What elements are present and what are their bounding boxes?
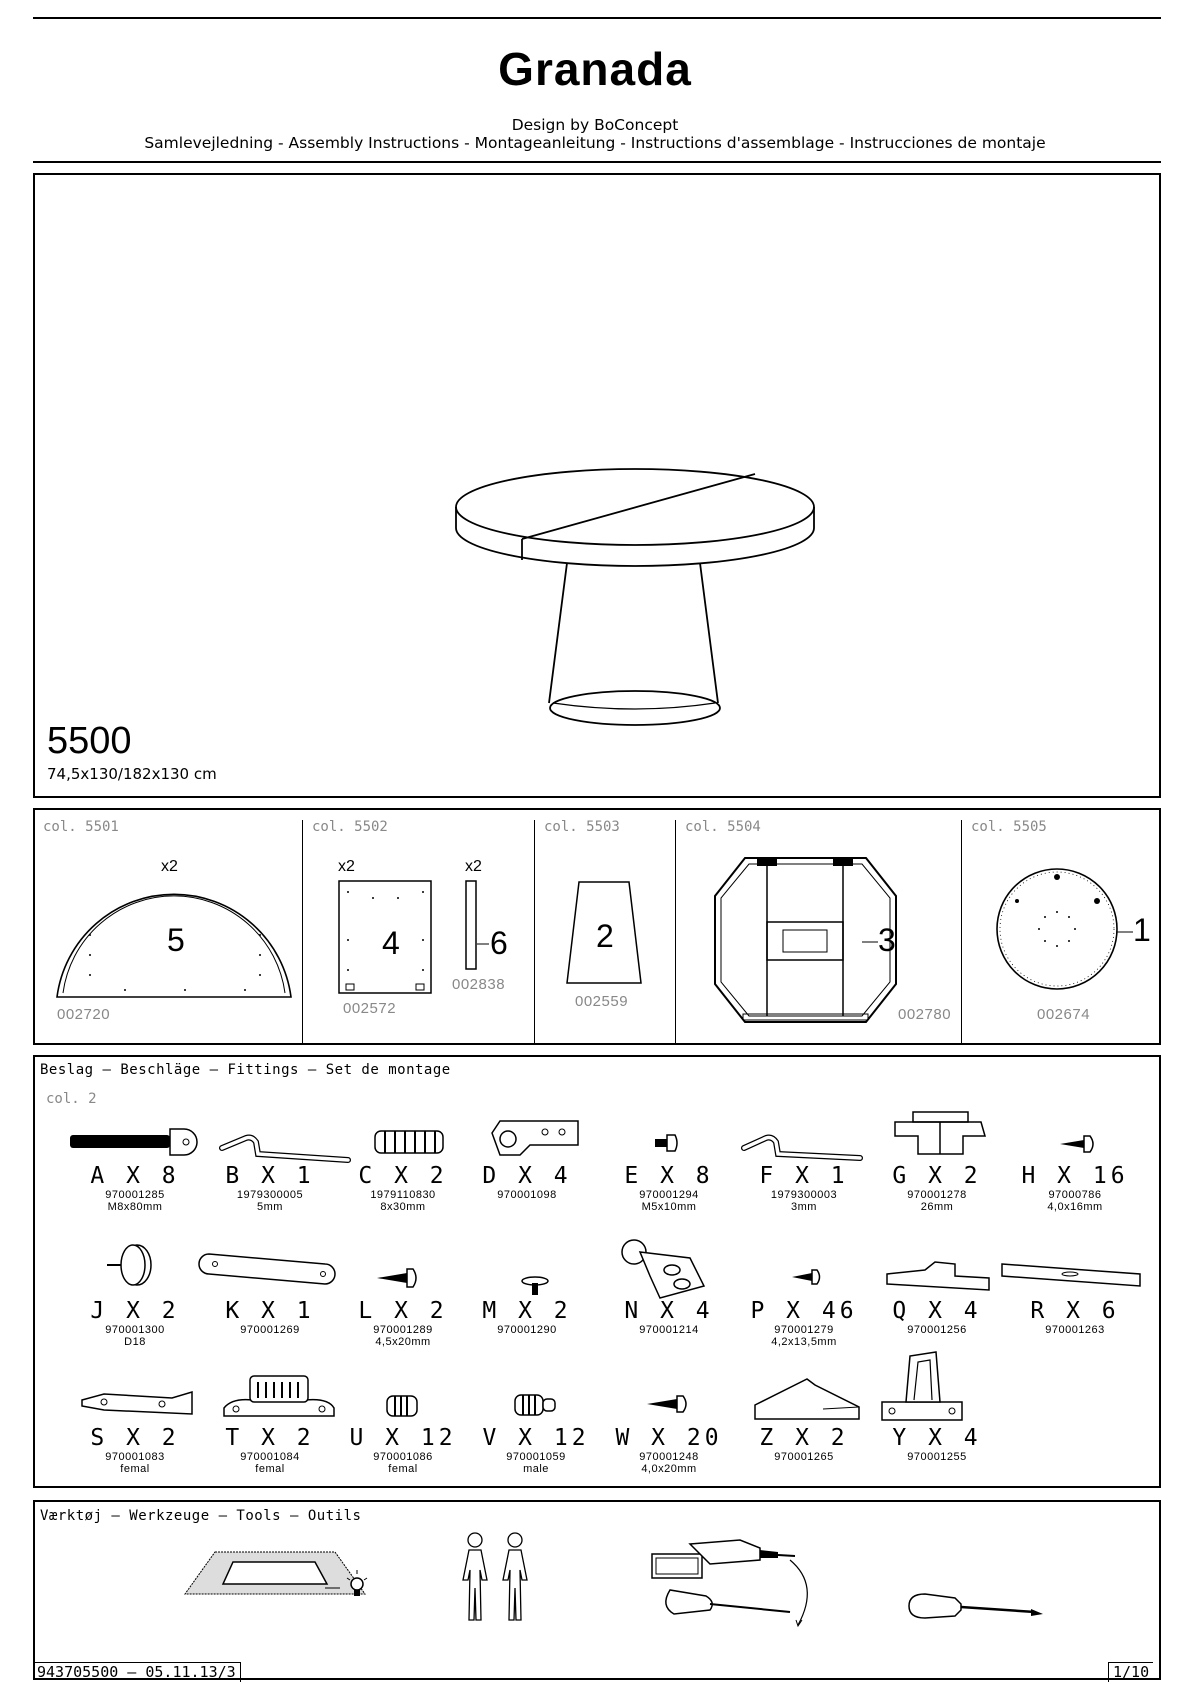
- screw-icon: [1058, 1134, 1098, 1154]
- fitting-part-number: 970001059: [506, 1451, 566, 1463]
- fitting-item: [343, 1425, 463, 1475]
- fitting-label: T X 2: [225, 1425, 315, 1451]
- fitting-item: [609, 1425, 729, 1475]
- fitting-size: M5x10mm: [641, 1201, 697, 1213]
- product-title: Granada: [498, 43, 692, 95]
- bolt-icon: [68, 1125, 198, 1159]
- package-divider: [534, 820, 535, 1045]
- fitting-item: [476, 1425, 596, 1475]
- part-number-label: 4: [382, 925, 400, 961]
- fitting-label: V X 12: [482, 1425, 590, 1451]
- fitting-label: D X 4: [482, 1163, 572, 1189]
- fitting-part-number: 970001084: [240, 1451, 300, 1463]
- part-number-label: 5: [167, 922, 185, 958]
- fitting-label: N X 4: [624, 1298, 714, 1324]
- document-id: 943705500 — 05.11.13/3: [33, 1662, 241, 1682]
- fitting-item: [609, 1163, 729, 1213]
- power-drill-icon: [650, 1530, 825, 1630]
- fitting-label: W X 20: [615, 1425, 723, 1451]
- fitting-label: L X 2: [358, 1298, 448, 1324]
- package-code: 002780: [898, 1006, 952, 1023]
- fitting-part-number: 970001083: [105, 1451, 165, 1463]
- fitting-part-number: 970001265: [774, 1451, 834, 1463]
- fitting-size: 3mm: [791, 1201, 817, 1213]
- fitting-item: [343, 1163, 463, 1213]
- screwdriver-icon: [905, 1590, 1045, 1622]
- fitting-item: [744, 1425, 864, 1463]
- model-number: 5500: [47, 720, 132, 762]
- fitting-part-number: 970001256: [907, 1324, 967, 1336]
- slat-part-icon: [465, 880, 477, 970]
- fitting-item: [1015, 1163, 1135, 1213]
- top-rule: [33, 17, 1161, 19]
- fitting-item: [75, 1425, 195, 1475]
- tools-title: Værktøj — Werkzeuge — Tools — Outils: [40, 1508, 362, 1524]
- lock-icon: [222, 1372, 337, 1422]
- fitting-label: G X 2: [892, 1163, 982, 1189]
- insert-icon: [513, 1393, 557, 1417]
- part-number-label: 6: [490, 925, 508, 961]
- fitting-part-number: 970001279: [774, 1324, 834, 1336]
- fitting-label: F X 1: [759, 1163, 849, 1189]
- package-code: 002572: [343, 1000, 397, 1017]
- fitting-item: [744, 1163, 864, 1213]
- fitting-item: [877, 1425, 997, 1463]
- fitting-item: [877, 1163, 997, 1213]
- package-col-label: col. 5502: [312, 819, 388, 835]
- fitting-part-number: 970001290: [497, 1324, 557, 1336]
- flat-bar-icon: [1000, 1262, 1145, 1290]
- screw-icon: [375, 1267, 421, 1289]
- fitting-part-number: 970001214: [639, 1324, 699, 1336]
- fitting-label: K X 1: [225, 1298, 315, 1324]
- fitting-item: [210, 1298, 330, 1336]
- fitting-label: P X 46: [750, 1298, 858, 1324]
- package-quantity: x2: [465, 858, 482, 875]
- fitting-part-number: 970001086: [373, 1451, 433, 1463]
- fitting-size: 5mm: [257, 1201, 283, 1213]
- fitting-size: D18: [124, 1336, 146, 1348]
- table-illustration: [425, 465, 845, 735]
- fitting-label: Y X 4: [892, 1425, 982, 1451]
- insert-icon: [385, 1394, 419, 1418]
- package-code: 002720: [57, 1006, 111, 1023]
- fitting-size: 4,0x20mm: [641, 1463, 697, 1475]
- header-rule: [33, 161, 1161, 163]
- fitting-label: S X 2: [90, 1425, 180, 1451]
- package-quantity: x2: [338, 858, 355, 875]
- bracket-icon: [490, 1115, 580, 1157]
- fitting-part-number: 970001294: [639, 1189, 699, 1201]
- plate-icon: [205, 1250, 345, 1286]
- latch-icon: [80, 1388, 195, 1420]
- fitting-item: [1015, 1298, 1135, 1336]
- leader-line: [477, 943, 489, 945]
- part-number-label: 2: [596, 918, 614, 954]
- designer-line: Design by BoConcept: [511, 116, 679, 134]
- fitting-size: 26mm: [920, 1201, 954, 1213]
- fitting-part-number: 970001255: [907, 1451, 967, 1463]
- product-dimensions: 74,5x130/182x130 cm: [47, 765, 217, 783]
- fitting-label: U X 12: [349, 1425, 457, 1451]
- frame-part-icon: [713, 856, 898, 1024]
- fitting-item: [210, 1163, 330, 1213]
- glide-icon: [105, 1243, 155, 1289]
- fitting-part-number: 970001300: [105, 1324, 165, 1336]
- work-surface-icon: [175, 1548, 375, 1618]
- fitting-size: femal: [120, 1463, 150, 1475]
- fitting-label: E X 8: [624, 1163, 714, 1189]
- fitting-item: [210, 1425, 330, 1475]
- two-persons-icon: [455, 1530, 537, 1625]
- fitting-size: 4,5x20mm: [375, 1336, 431, 1348]
- fitting-size: male: [523, 1463, 549, 1475]
- screw-icon: [645, 1394, 691, 1414]
- page-number: 1/10: [1108, 1662, 1153, 1682]
- package-code: 002838: [452, 976, 506, 993]
- corner-block-icon: [620, 1232, 710, 1302]
- instructions-subtitle: Samlevejledning - Assembly Instructions - Montageanleitung - Instructions d'assemblage - Instrucciones de montaje: [144, 134, 1046, 152]
- fitting-part-number: 970001278: [907, 1189, 967, 1201]
- fitting-size: femal: [388, 1463, 418, 1475]
- package-divider: [961, 820, 962, 1045]
- hinge-icon: [880, 1350, 965, 1425]
- fitting-part-number: 970001248: [639, 1451, 699, 1463]
- package-col-label: col. 5503: [544, 819, 620, 835]
- fitting-item: [744, 1298, 864, 1348]
- fitting-part-number: 1979110830: [370, 1189, 436, 1201]
- fitting-part-number: 970001263: [1045, 1324, 1105, 1336]
- part-number-label: 1: [1133, 912, 1151, 948]
- leader-line: [862, 941, 878, 943]
- fitting-part-number: 1979300005: [236, 1189, 304, 1201]
- screw-icon: [655, 1133, 679, 1153]
- fitting-label: A X 8: [90, 1163, 180, 1189]
- fitting-part-number: 970001098: [497, 1189, 557, 1201]
- fitting-label: R X 6: [1030, 1298, 1120, 1324]
- fitting-size: 4,2x13,5mm: [771, 1336, 837, 1348]
- fitting-item: [467, 1298, 587, 1336]
- package-col-label: col. 5505: [971, 819, 1047, 835]
- pin-icon: [520, 1275, 550, 1297]
- dowel-icon: [373, 1128, 445, 1156]
- package-col-label: col. 5504: [685, 819, 761, 835]
- fitting-item: [75, 1298, 195, 1348]
- fitting-part-number: 97000786: [1048, 1189, 1102, 1201]
- wedge-icon: [753, 1375, 863, 1425]
- fitting-item: [877, 1298, 997, 1336]
- fitting-item: [75, 1163, 195, 1213]
- fitting-item: [467, 1163, 587, 1201]
- product-overview-panel: [33, 173, 1161, 798]
- fitting-label: J X 2: [90, 1298, 180, 1324]
- fittings-col-label: col. 2: [46, 1091, 97, 1107]
- fittings-title: Beslag — Beschläge — Fittings — Set de montage: [40, 1062, 451, 1078]
- package-code: 002674: [1037, 1006, 1091, 1023]
- package-code: 002559: [575, 993, 629, 1010]
- fitting-item: [609, 1298, 729, 1336]
- fitting-label: C X 2: [358, 1163, 448, 1189]
- round-base-part-icon: [995, 867, 1120, 992]
- fitting-label: Z X 2: [759, 1425, 849, 1451]
- package-quantity: x2: [161, 858, 178, 875]
- screw-icon: [790, 1268, 824, 1286]
- fitting-part-number: 970001289: [373, 1324, 433, 1336]
- clip-icon: [885, 1260, 993, 1294]
- fitting-label: M X 2: [482, 1298, 572, 1324]
- fitting-size: 8x30mm: [380, 1201, 426, 1213]
- fitting-part-number: 970001269: [240, 1324, 300, 1336]
- part-number-label: 3: [878, 922, 896, 958]
- fitting-part-number: 1979300003: [770, 1189, 838, 1201]
- fitting-part-number: 970001285: [105, 1189, 165, 1201]
- fitting-label: B X 1: [225, 1163, 315, 1189]
- fitting-size: 4,0x16mm: [1047, 1201, 1103, 1213]
- package-col-label: col. 5501: [43, 819, 119, 835]
- fitting-label: H X 16: [1021, 1163, 1129, 1189]
- package-divider: [302, 820, 303, 1045]
- fitting-item: [343, 1298, 463, 1348]
- fitting-size: M8x80mm: [107, 1201, 163, 1213]
- fitting-label: Q X 4: [892, 1298, 982, 1324]
- fitting-size: femal: [255, 1463, 285, 1475]
- package-divider: [675, 820, 676, 1045]
- connector-icon: [893, 1110, 988, 1160]
- leader-line: [1117, 931, 1133, 933]
